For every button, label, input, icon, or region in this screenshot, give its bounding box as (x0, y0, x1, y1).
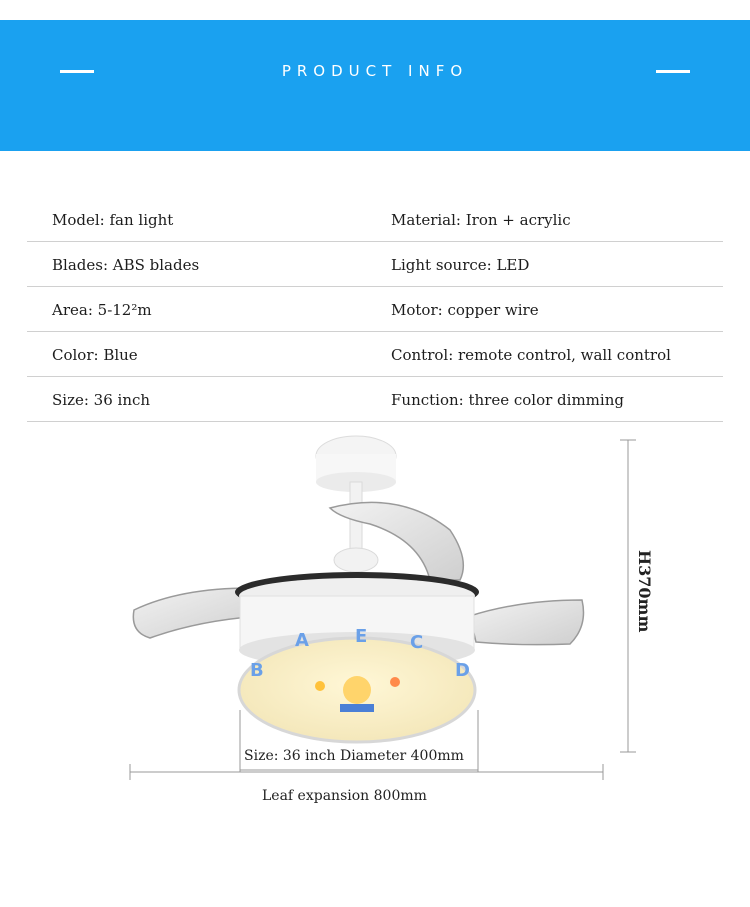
leaf-dimension-line (130, 764, 603, 780)
shade-sun-icon (343, 676, 371, 704)
leaf-expansion-label: Leaf expansion 800mm (262, 788, 427, 804)
spec-table (27, 197, 723, 422)
spec-model: Model: fan light (52, 211, 174, 229)
spec-row (27, 197, 723, 242)
shade-letter: A (295, 630, 309, 651)
banner-dash-right (656, 70, 690, 73)
shade-letter: E (355, 626, 368, 647)
fan-light-illustration (0, 420, 750, 907)
spec-row (27, 287, 723, 332)
spec-row (27, 332, 723, 377)
height-label: H370mm (635, 550, 654, 633)
height-dimension-line (620, 440, 636, 752)
shade-letter: B (250, 660, 264, 681)
diameter-label: Size: 36 inch Diameter 400mm (244, 748, 464, 764)
product-info-banner (0, 20, 750, 151)
spec-material: Material: Iron + acrylic (391, 211, 571, 229)
shade-letter: C (410, 632, 424, 653)
spec-row (27, 377, 723, 422)
fan-dimension-diagram (0, 420, 750, 907)
spec-control: Control: remote control, wall control (391, 346, 671, 364)
spec-area: Area: 5-12²m (52, 301, 152, 319)
spec-row (27, 242, 723, 287)
spec-blades: Blades: ABS blades (52, 256, 200, 274)
spec-light-source: Light source: LED (391, 256, 530, 274)
banner-title: PRODUCT INFO (281, 62, 469, 80)
spec-size: Size: 36 inch (52, 391, 151, 409)
lamp-shade (239, 638, 475, 742)
spec-motor: Motor: copper wire (391, 301, 539, 319)
spec-function: Function: three color dimming (391, 391, 624, 409)
shade-letter: D (455, 660, 470, 681)
spec-color: Color: Blue (52, 346, 138, 364)
